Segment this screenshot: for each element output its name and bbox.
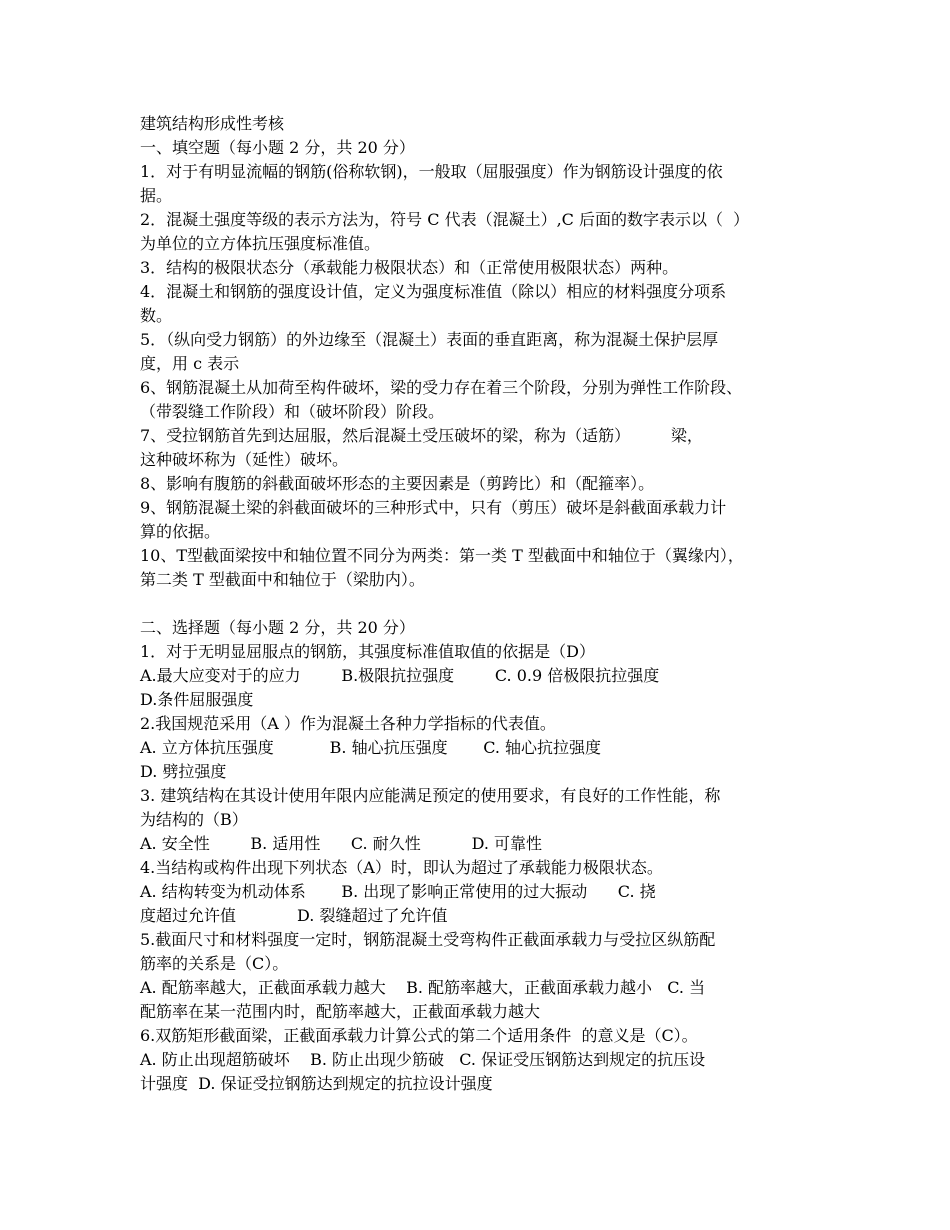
text-line: 度超过允许值 D. 裂缝超过了允许值 <box>140 906 448 925</box>
blank-line <box>140 592 820 616</box>
section-heading-fill-in: 一、填空题（每小题 2 分，共 20 分） <box>140 138 415 157</box>
text-line: 3. 建筑结构在其设计使用年限内应能满足预定的使用要求，有良好的工作性能，称 <box>140 786 721 805</box>
text-line: 算的依据。 <box>140 522 221 541</box>
text-line: 1．对于有明显流幅的钢筋(俗称软钢)，一般取（屈服强度）作为钢筋设计强度的依 <box>140 162 723 181</box>
text-line: 1．对于无明显屈服点的钢筋，其强度标准值取值的依据是（D） <box>140 642 596 661</box>
text-line: 第二类 T 型截面中和轴位于（梁肋内）。 <box>140 570 425 589</box>
text-line: 7、受拉钢筋首先到达屈服，然后混凝土受压破坏的梁，称为（适筋） 梁， <box>140 426 703 445</box>
section-heading-multiple-choice: 二、选择题（每小题 2 分，共 20 分） <box>140 618 415 637</box>
text-line: 2.我国规范采用（A ）作为混凝土各种力学指标的代表值。 <box>140 714 556 733</box>
text-line: 9、钢筋混凝土梁的斜截面破坏的三种形式中，只有（剪压）破坏是斜截面承载力计 <box>140 498 727 517</box>
text-line: 为单位的立方体抗压强度标准值。 <box>140 234 381 253</box>
text-line: 3．结构的极限状态分（承载能力极限状态）和（正常使用极限状态）两种。 <box>140 258 679 277</box>
text-line: A. 配筋率越大，正截面承载力越大 B. 配筋率越大，正截面承载力越小 C. 当 <box>140 978 706 997</box>
text-line: 这种破坏称为（延性）破坏。 <box>140 450 349 469</box>
text-line: 6、钢筋混凝土从加荷至构件破坏，梁的受力存在着三个阶段，分别为弹性工作阶段、 <box>140 378 743 397</box>
text-line: 5．（纵向受力钢筋）的外边缘至（混凝土）表面的垂直距离，称为混凝土保护层厚 <box>140 330 719 349</box>
text-line: 筋率的关系是（C）。 <box>140 954 289 973</box>
text-line: 4.当结构或构件出现下列状态（A）时，即认为超过了承载能力极限状态。 <box>140 858 663 877</box>
text-line: A. 结构转变为机动体系 B. 出现了影响正常使用的过大振动 C. 挠 <box>140 882 656 901</box>
text-line: 计强度 D. 保证受拉钢筋达到规定的抗拉设计强度 <box>140 1074 493 1093</box>
text-line: （带裂缝工作阶段）和（破坏阶段）阶段。 <box>140 402 445 421</box>
text-line: 度，用 c 表示 <box>140 354 240 373</box>
document-title: 建筑结构形成性考核 <box>140 114 285 133</box>
text-line: 数。 <box>140 306 173 325</box>
text-line: D. 劈拉强度 <box>140 762 227 781</box>
text-line: 据。 <box>140 186 173 205</box>
text-line: A. 防止出现超筋破坏 B. 防止出现少筋破 C. 保证受压钢筋达到规定的抗压设 <box>140 1050 706 1069</box>
text-line: 8、影响有腹筋的斜截面破坏形态的主要因素是（剪跨比）和（配箍率）。 <box>140 474 655 493</box>
document-page <box>140 112 820 1096</box>
text-line: 配筋率在某一范围内时，配筋率越大，正截面承载力越大 <box>140 1002 541 1021</box>
text-line: A. 安全性 B. 适用性 C. 耐久性 D. 可靠性 <box>140 834 542 853</box>
text-line: A. 立方体抗压强度 B. 轴心抗压强度 C. 轴心抗拉强度 <box>140 738 602 757</box>
text-line: D.条件屈服强度 <box>140 690 254 709</box>
text-line: 5.截面尺寸和材料强度一定时，钢筋混凝土受弯构件正截面承载力与受拉区纵筋配 <box>140 930 716 949</box>
text-line: 2．混凝土强度等级的表示方法为，符号 C 代表（混凝土）,C 后面的数字表示以（ ） <box>140 210 750 229</box>
text-line: A.最大应变对于的应力 B.极限抗拉强度 C. 0.9 倍极限抗拉强度 <box>140 666 660 685</box>
text-line: 为结构的（B） <box>140 810 248 829</box>
text-line: 10、T型截面梁按中和轴位置不同分为两类：第一类 T 型截面中和轴位于（翼缘内）， <box>140 546 744 565</box>
text-line: 6.双筋矩形截面梁，正截面承载力计算公式的第二个适用条件 的意义是（C）。 <box>140 1026 698 1045</box>
text-line: 4．混凝土和钢筋的强度设计值，定义为强度标准值（除以）相应的材料强度分项系 <box>140 282 727 301</box>
